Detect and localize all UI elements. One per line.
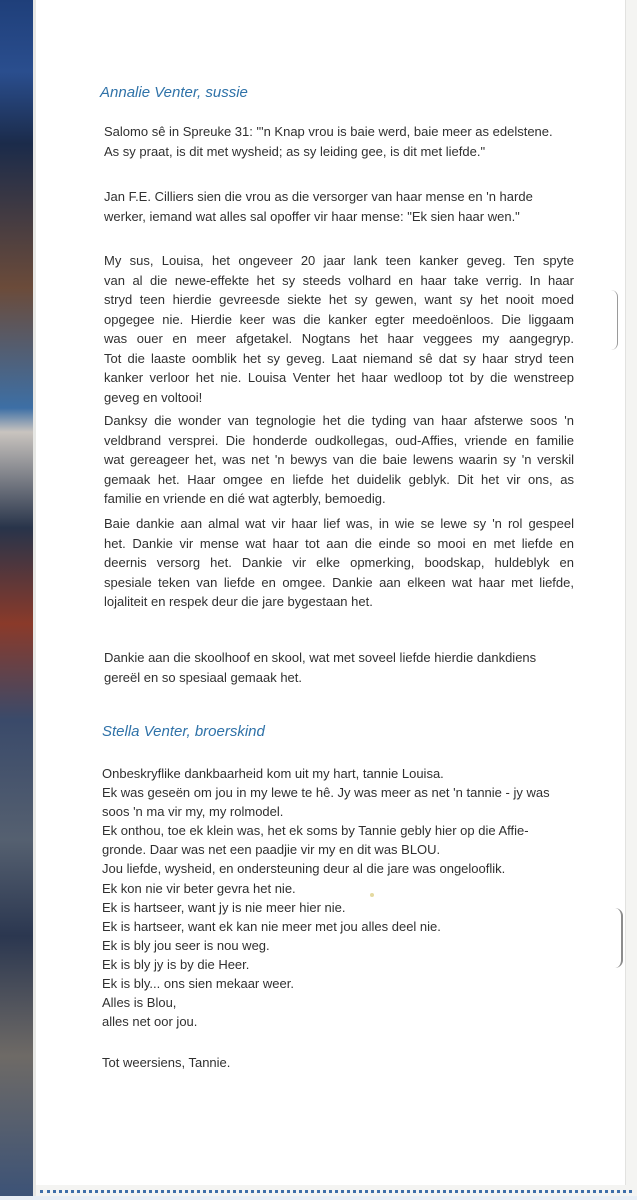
section1-paragraph-2 (104, 187, 574, 226)
poem-line: Jou liefde, wysheid, en ondersteuning deur al die jare was ongelooflik. (102, 861, 506, 877)
poem-line: soos 'n ma vir my, my rolmodel. (102, 804, 284, 820)
binding-edge (0, 0, 36, 1200)
section1-paragraph-5 (104, 514, 574, 612)
text-line: wat gereageer het, was net 'n bewys van die baie lewens waarin sy 'n verskil (104, 452, 574, 467)
text-line: gemaak het. Haar omgee en liefde het duidelik geblyk. Dit het vir ons, as (104, 471, 574, 487)
text-line: deernis versorg het. Dankie vir elke opmerking, boodskap, huldeblyk en (104, 555, 574, 570)
text-line: opgegee nie. Hierdie keer was die kanker egter meedoënloos. Die liggaam (104, 311, 574, 327)
section1-paragraph-4 (104, 411, 574, 509)
text-line: kanker verloor het nie. Louisa Venter het haar wedloop tot by die wenstreep (104, 370, 574, 385)
poem-line: Onbeskryflike dankbaarheid kom uit my hart, tannie Louisa. (102, 766, 444, 781)
text-line: werker, iemand wat alles sal opoffer vir haar mense: "Ek sien haar wen." (104, 208, 520, 224)
text-line: gereël en so spesiaal gemaak het. (104, 669, 303, 685)
poem-line: Ek is hartseer, want ek kan nie meer met jou alles deel nie. (102, 918, 441, 934)
text-line: stryd teen hierdie gevreesde siekte het sy gewen, want sy het nooit moed (104, 292, 574, 307)
text-line: Baie dankie aan almal wat vir haar lief was, in wie se lewe sy 'n rol gespeel (104, 516, 574, 531)
section1-paragraph-1 (104, 122, 574, 161)
text-line: lojaliteit en respek deur die jare bygestaan het. (104, 594, 373, 609)
dotted-border (40, 1190, 632, 1193)
print-speck (370, 893, 374, 897)
text-line: As sy praat, is dit met wysheid; as sy leiding gee, is dit met liefde." (104, 143, 486, 159)
section1-paragraph-3 (104, 251, 574, 407)
text-line: familie en vriende en dié wat agterbly, bemoedig. (104, 491, 386, 506)
text-line: spesiale teken van liefde en omgee. Dankie aan elkeen wat haar met liefde, (104, 574, 574, 590)
poem-line: Alles is Blou, (102, 995, 177, 1011)
section2-poem (102, 764, 582, 1031)
text-line: was ouer en meer afgetakel. Nogtans het haar veggees my aangegryp. (104, 331, 574, 346)
text-line: Salomo sê in Spreuke 31: "'n Knap vrou is baie werd, baie meer as edelstene. (104, 124, 553, 139)
text-line: Tot die laaste oomblik het sy geveg. Laat niemand sê dat sy haar stryd teen (104, 350, 574, 366)
text-line: het. Dankie vir mense wat haar tot aan die einde so mooi en met liefde en (104, 535, 574, 551)
text-line: Jan F.E. Cilliers sien die vrou as die versorger van haar mense en 'n harde (104, 189, 533, 204)
section2-signoff (102, 1053, 582, 1072)
bottom-edge (0, 1196, 637, 1200)
text-line: Dankie aan die skoolhoof en skool, wat met soveel liefde hierdie dankdiens (104, 650, 537, 665)
poem-line: Ek was geseën om jou in my lewe te hê. Jy was meer as net 'n tannie - jy was (102, 785, 550, 801)
text-line: geveg en voltooi! (104, 389, 203, 405)
page-curl (611, 290, 618, 350)
poem-line: alles net oor jou. (102, 1014, 198, 1030)
section1-paragraph-6 (104, 648, 574, 687)
poem-line: gronde. Daar was net een paadjie vir my en dit was BLOU. (102, 842, 441, 858)
poem-line: Ek kon nie vir beter gevra het nie. (102, 880, 296, 896)
poem-line: Ek onthou, toe ek klein was, het ek soms by Tannie gebly hier op die Affie- (102, 823, 529, 839)
section1-heading: Annalie Venter, sussie (100, 84, 248, 101)
text-line: veldbrand versprei. Die honderde oudkollegas, oud-Affies, vriende en familie (104, 432, 574, 448)
poem-line: Ek is bly jou seer is nou weg. (102, 937, 270, 953)
poem-line: Ek is bly jy is by die Heer. (102, 956, 250, 972)
page-fold (615, 908, 623, 968)
poem-line: Ek is hartseer, want jy is nie meer hier nie. (102, 899, 346, 915)
text-line: My sus, Louisa, het ongeveer 20 jaar lank teen kanker geveg. Ten spyte (104, 253, 574, 268)
signoff-line: Tot weersiens, Tannie. (102, 1055, 231, 1070)
text-line: Danksy die wonder van tegnologie het die tyding van haar afsterwe soos 'n (104, 413, 574, 428)
section2-heading: Stella Venter, broerskind (102, 723, 265, 740)
poem-line: Ek is bly... ons sien mekaar weer. (102, 976, 294, 992)
text-line: van al die newe-effekte het sy steeds volhard en haar take verrig. In haar (104, 272, 574, 288)
